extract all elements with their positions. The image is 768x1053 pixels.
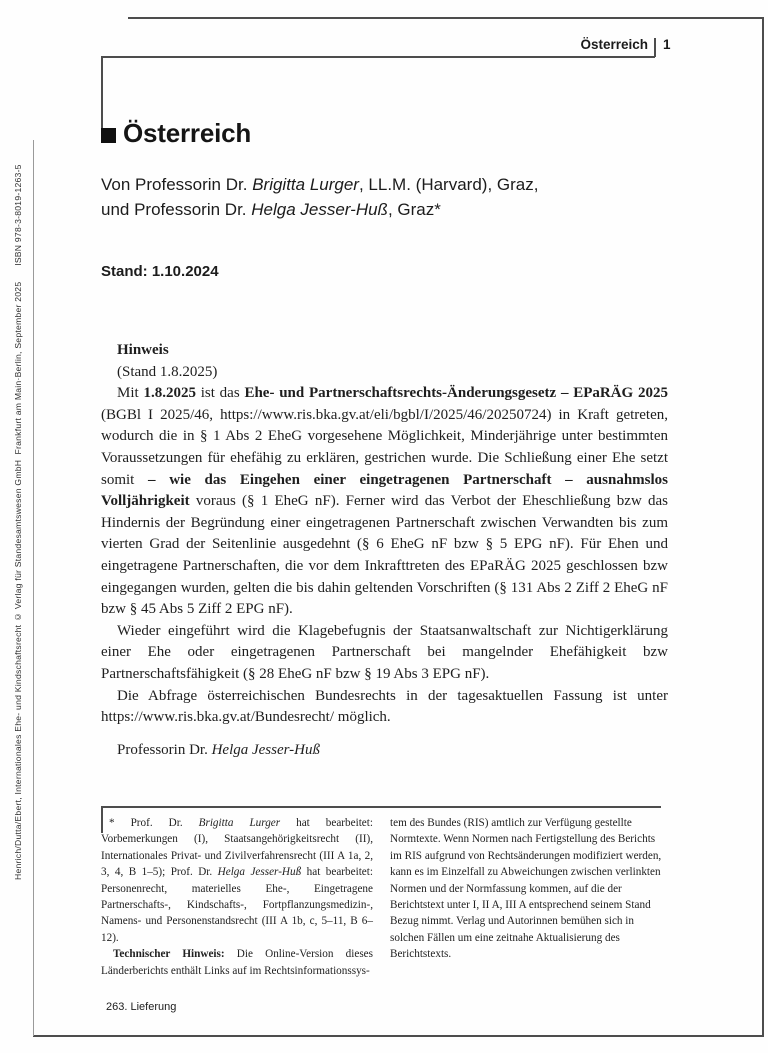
footnote-left-paragraph-1: * Prof. Dr. Brigitta Lurger hat bearbeitet: Vorbemerkungen (I), Staatsangehörigkeitsrecht (II), Internationales Privat- und Zivilverfahrensrecht (III A 1a, 2, 3, 4, B 1–5); Prof. Dr. Helga Jesser-Huß hat bearbeitet: Personenrecht, materielles Ehe-, Eingetragene Partnerschafts-, Kindschafts-, Fortpflanzungsmedizin-, Namens- und Personenstandsrecht (III A 1b, c, 5–11, B 6–12).: [101, 817, 373, 944]
footnote-left-paragraph-2: Technischer Hinweis: Die Online-Version dieses Länderberichts enthält Links auf im Rechtsinformationssys-: [101, 948, 373, 977]
stand-date: Stand: 1.10.2024: [101, 263, 219, 280]
chapter-title-text: Österreich: [123, 118, 252, 148]
authors-line: Von Professorin Dr. Brigitta Lurger, LL.M. (Harvard), Graz, und Professorin Dr. Helga Jesser-Huß, Graz*: [101, 175, 539, 219]
notice-signature: Professorin Dr. Helga Jesser-Huß: [117, 741, 320, 758]
notice-paragraph-1: Mit 1.8.2025 ist das Ehe- und Partnerschaftsrechts-Änderungsgesetz – EPaRÄG 2025 (BGBl I 2025/46, https://www.ris.bka.gv.at/eli/bgbl/I/2025/46/20250724) in Kraft getreten, wodurch die in § 1 Abs 2 EheG vorgesehene Möglichkeit, Minderjährige unter bestimmten Voraussetzungen für ehefähig zu erklären, gestrichen wurde. Die Schließung einer Ehe setzt somit – wie das Eingehen einer eingetragenen Partnerschaft – ausnahmslos Volljährigkeit voraus (§ 1 EheG nF). Ferner wird das Verbot der Eheschließung bzw das Hindernis der Begründung einer eingetragenen Partnerschaft zwischen Verwandten bis zum vierten Grad der Seitenlinie ausgedehnt (§ 6 EheG nF bzw § 5 EPG nF). Für Ehen und eingetragene Partnerschaften, die vor dem Inkrafttreten des EPaRÄG 2025 geschlossen bzw eingegangen wurden, gelten die bis dahin geltenden Vorschriften (§ 131 Abs 2 Ziff 2 EheG nF bzw § 45 Abs 5 Ziff 2 EPG nF).: [101, 385, 669, 618]
footnote-column-right: [390, 815, 662, 979]
chapter-marker-square-icon: [101, 128, 116, 143]
footnote-right-paragraph: tem des Bundes (RIS) amtlich zur Verfügung gestellte Normtexte. Wenn Normen nach Fertigstellung des Berichts im RIS aufgrund von Rechtsänderungen modifiziert werden, kann es im Einzelfall zu Abweichungen zwischen verlinkten Normen und der Normfassung kommen, auf die der Berichtstext unter I, II A, III A entsprechend seinem Stand Bezug nimmt. Verlag und Autorinnen bemühen sich in solchen Fällen um eine zeitnahe Aktualisierung des Berichtstexts.: [390, 817, 662, 961]
running-head-section: Österreich: [580, 37, 648, 52]
notice-stand-line: (Stand 1.8.2025): [117, 363, 218, 380]
notice-paragraph-3: Die Abfrage österreichischen Bundesrechts in der tagesaktuellen Fassung ist unter https://www.ris.bka.gv.at/Bundesrecht/ möglich.: [101, 687, 668, 726]
running-head-divider: [654, 38, 656, 57]
footnote-column-left: [101, 815, 373, 979]
notice-block: [101, 340, 668, 761]
page-border-bottom: [33, 1035, 764, 1037]
page-border-top: [128, 17, 764, 19]
footnotes: [101, 815, 662, 979]
header-rule: [101, 56, 655, 58]
footnote-rule: [101, 806, 661, 808]
notice-paragraph-2: Wieder eingeführt wird die Klagebefugnis der Staatsanwaltschaft zur Nichtigerklärung einer Ehe oder eingetragenen Partnerschaft bei mangelnder Ehefähigkeit bzw Partnerschaftsfähigkeit (§ 28 EheG nF bzw § 19 Abs 3 EPG nF).: [101, 622, 668, 682]
running-head-page-number: 1: [663, 37, 671, 52]
spine-imprint: Henrich/Dutta/Ebert, Internationales Ehe- und Kindschaftsrecht © Verlag für Standesamtswesen GmbH Frankfurt am Main·Berlin, September 2025 ISBN 978-3-8019-1263-5: [13, 164, 23, 880]
page-border-left: [33, 140, 34, 1036]
notice-heading: Hinweis: [117, 342, 169, 358]
delivery-number: 263. Lieferung: [106, 1001, 177, 1013]
page-border-right: [762, 17, 764, 1037]
chapter-title: [101, 118, 251, 149]
